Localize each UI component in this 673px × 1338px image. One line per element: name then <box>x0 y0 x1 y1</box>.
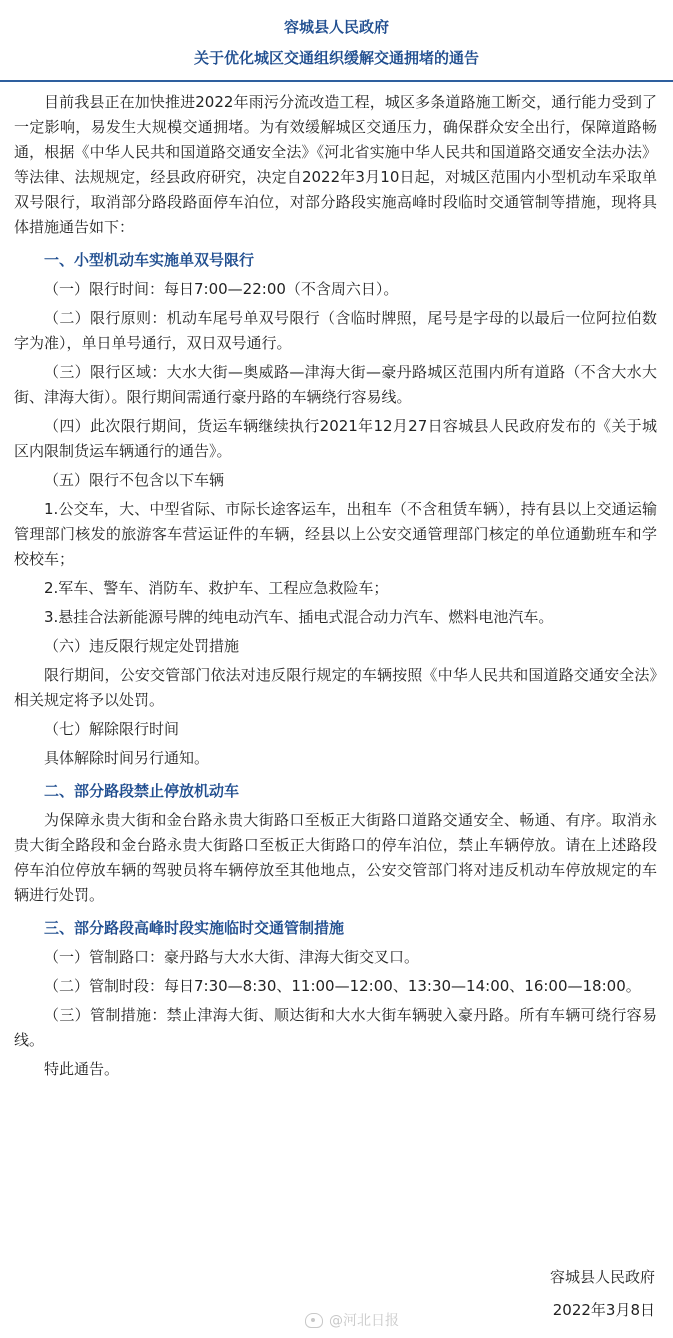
notice-body <box>0 90 673 1082</box>
section3-item: （三）管制措施：禁止津海大街、顺达街和大水大街车辆驶入豪丹路。所有车辆可绕行容易线。 <box>14 1006 657 1049</box>
section1-item: （七）解除限行时间 <box>44 720 180 738</box>
issuing-org-title: 容城县人民政府 <box>283 18 389 36</box>
watermark-text: @河北日报 <box>329 1313 399 1329</box>
section1-item: （六）违反限行规定处罚措施 <box>44 637 240 655</box>
section3-item: （一）管制路口：豪丹路与大水大街、津海大街交叉口。 <box>44 948 420 966</box>
section3-item: （二）管制时段：每日7:30—8:30、11:00—12:00、13:30—14:00、16:00—18:00。 <box>44 977 641 995</box>
section1-item: （一）限行时间：每日7:00—22:00（不含周六日）。 <box>44 280 399 298</box>
notice-header <box>0 0 673 82</box>
section1-item: 1.公交车，大、中型省际、市际长途客运车，出租车（不含租赁车辆），持有县以上交通运输管理部门核发的旅游客车营运证件的车辆，经县以上公安交通管理部门核定的单位通勤班车和学校校车； <box>14 500 657 568</box>
intro-paragraph: 目前我县正在加快推进2022年雨污分流改造工程，城区多条道路施工断交，通行能力受到了一定影响，易发生大规模交通拥堵。为有效缓解城区交通压力，确保群众安全出行，保障道路畅通，根据《中华人民共和国道路交通安全法》《河北省实施中华人民共和国道路交通安全法办法》等法律、法规规定，经县政府研究，决定自2022年3月10日起，对城区范围内小型机动车采取单双号限行，取消部分路段路面停车泊位，对部分路段实施高峰时段临时交通管制等措施，现将具体措施通告如下： <box>14 93 657 236</box>
section2-heading: 二、部分路段禁止停放机动车 <box>44 782 240 800</box>
section1-heading: 一、小型机动车实施单双号限行 <box>44 251 255 269</box>
section1-item: 2.军车、警车、消防车、救护车、工程应急救险车； <box>44 579 389 597</box>
signature-date: 2022年3月8日 <box>552 1301 655 1319</box>
section1-item: 具体解除时间另行通知。 <box>44 749 210 767</box>
section1-item: （四）此次限行期间，货运车辆继续执行2021年12月27日容城县人民政府发布的《关于城区内限制货运车辆通行的通告》。 <box>14 417 657 460</box>
section1-item: （五）限行不包含以下车辆 <box>44 471 225 489</box>
source-watermark <box>305 1310 399 1330</box>
notice-title: 关于优化城区交通组织缓解交通拥堵的通告 <box>193 49 479 67</box>
signature-org: 容城县人民政府 <box>549 1268 655 1286</box>
section1-item: 3.悬挂合法新能源号牌的纯电动汽车、插电式混合动力汽车、燃料电池汽车。 <box>44 608 554 626</box>
weibo-icon <box>305 1313 323 1328</box>
section1-item: 限行期间，公安交管部门依法对违反限行规定的车辆按照《中华人民共和国道路交通安全法》相关规定将予以处罚。 <box>14 666 657 709</box>
section1-item: （二）限行原则：机动车尾号单双号限行（含临时牌照，尾号是字母的以最后一位阿拉伯数字为准），单日单号通行，双日双号通行。 <box>14 309 657 352</box>
section3-heading: 三、部分路段高峰时段实施临时交通管制措施 <box>44 919 345 937</box>
section3-item: 特此通告。 <box>44 1060 120 1078</box>
section2-item: 为保障永贵大街和金台路永贵大街路口至板正大街路口道路交通安全、畅通、有序。取消永贵大街全路段和金台路永贵大街路口至板正大街路口的停车泊位，禁止车辆停放。请在上述路段停车泊位停放车辆的驾驶员将车辆停放至其他地点，公安交管部门将对违反机动车停放规定的车辆进行处罚。 <box>14 811 657 904</box>
section1-item: （三）限行区域：大水大街—奥威路—津海大街—豪丹路城区范围内所有道路（不含大水大街、津海大街）。限行期间需通行豪丹路的车辆绕行容易线。 <box>14 363 657 406</box>
